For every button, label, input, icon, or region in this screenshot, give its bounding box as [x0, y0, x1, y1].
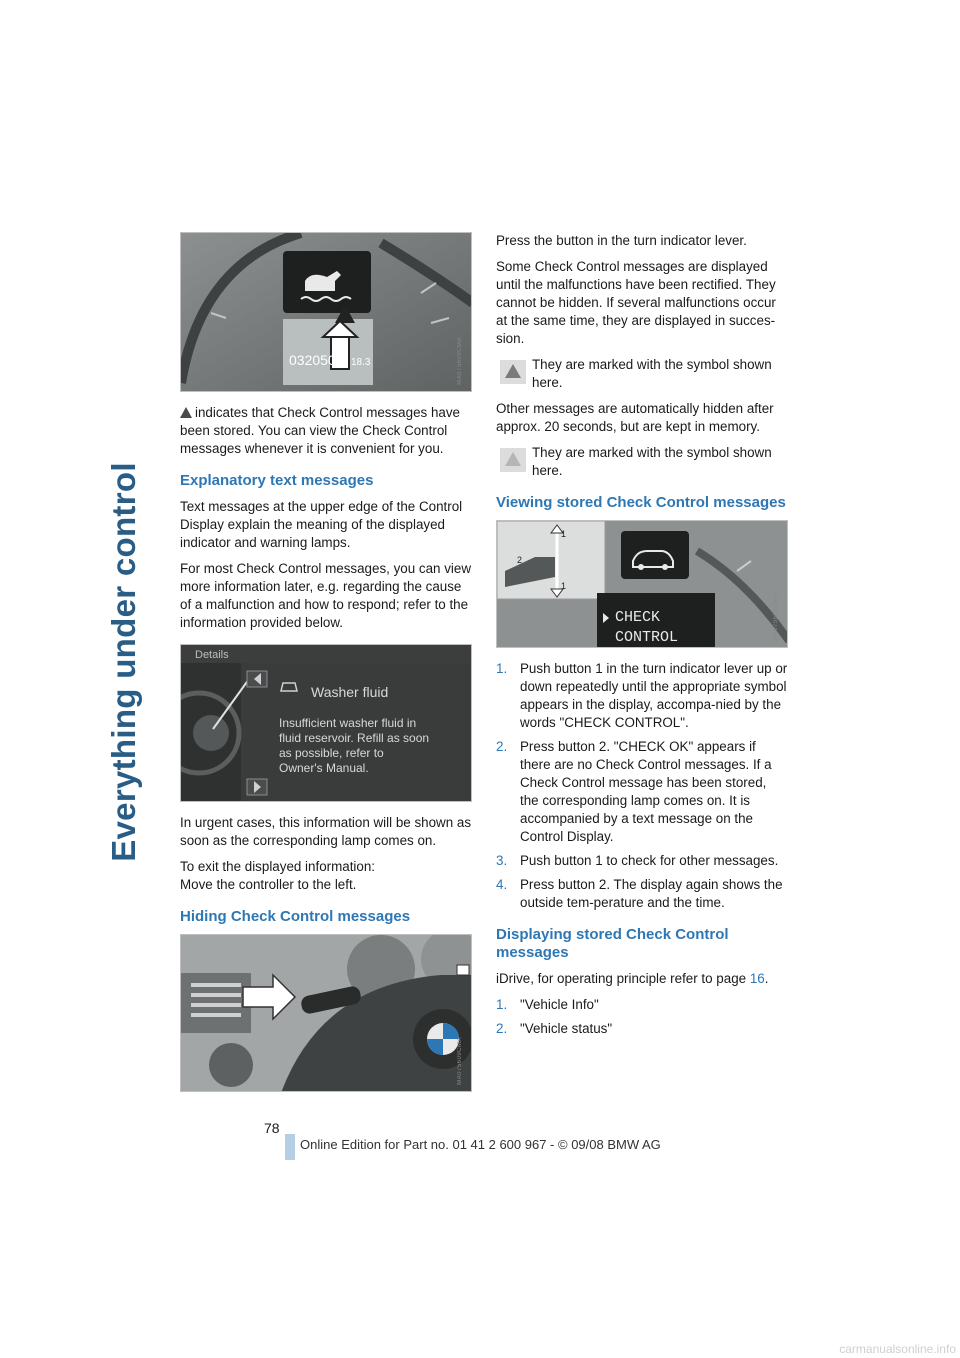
details-label: Details — [195, 649, 229, 661]
warning-symbol-icon — [500, 360, 526, 384]
list-item: 2. Press button 2. "CHECK OK" appears if there are no Check Control messages. If a Check Control message has been stored, the corresponding lamp comes on. It is accompanied by a text message on the Control Display. — [496, 739, 772, 844]
list-item: 1. Push button 1 in the turn indicator lever up or down repeatedly until the appropriate symbol appears in the display, accompa-nied by the words "CHECK CONTROL". — [496, 661, 788, 730]
instrument-cluster-illustration — [181, 233, 472, 392]
figure-code: MA075609CMA — [457, 337, 463, 385]
turn-indicator-illustration — [181, 935, 472, 1092]
svg-text:Insufficient washer fluid in: Insufficient washer fluid in — [279, 716, 417, 730]
figure-code: MA075609CMA — [773, 593, 779, 641]
steps-list — [496, 660, 788, 912]
heading-hiding: Hiding Check Control messages — [180, 908, 411, 925]
footer-accent-bar — [285, 1134, 295, 1160]
heading-viewing: Viewing stored Check Control messages — [496, 494, 786, 511]
chapter-side-title: Everything under control — [105, 462, 142, 862]
list-item: 4. Press button 2. The display again shows the outside tem-perature and the time. — [496, 877, 783, 910]
right-column — [496, 232, 788, 1046]
paragraph-idrive: iDrive, for operating principle refer to page 16. — [496, 971, 769, 986]
note-persistent-symbol: They are marked with the symbol shown here. — [496, 356, 788, 392]
figure-turn-indicator-lever — [180, 934, 472, 1092]
warning-triangle-icon — [180, 407, 192, 418]
paragraph-press-button: Press the button in the turn indicator lever. — [496, 233, 747, 248]
check-text: CHECK — [615, 609, 661, 626]
note-hidden-symbol: They are marked with the symbol shown here. — [496, 444, 788, 480]
list-item: 3. Push button 1 to check for other messages. — [496, 853, 779, 868]
heading-explanatory-text: Explanatory text messages — [180, 472, 374, 489]
paragraph-some-messages: Some Check Control messages are displayed until the malfunctions have been rectified. They cannot be hidden. If several malfunctions occur at the same time, they are displayed in succes-sion. — [496, 259, 776, 346]
list-item: 2. "Vehicle status" — [496, 1021, 613, 1036]
info-symbol-icon — [500, 448, 526, 472]
footer-edition-text: Online Edition for Part no. 01 41 2 600 967 - © 09/08 BMW AG — [300, 1137, 661, 1152]
paragraph-urgent: In urgent cases, this information will be shown as soon as the corresponding lamp comes on. — [180, 815, 472, 848]
paragraph-exit: To exit the displayed information: Move the controller to the left. — [180, 859, 376, 892]
svg-text:Owner's Manual.: Owner's Manual. — [279, 761, 369, 775]
control-display-illustration — [181, 645, 472, 802]
paragraph-other-messages: Other messages are automatically hidden after approx. 20 seconds, but are kept in memory. — [496, 401, 774, 434]
control-text: CONTROL — [615, 629, 679, 646]
watermark: carmanualsonline.info — [839, 1342, 956, 1356]
check-control-illustration — [497, 521, 788, 648]
heading-displaying: Displaying stored Check Control messages — [496, 926, 729, 961]
left-column — [180, 232, 472, 1104]
figure-instrument-cluster — [180, 232, 472, 392]
callout-label-2: 2 — [517, 555, 523, 565]
list-item: 1. "Vehicle Info" — [496, 997, 599, 1012]
paragraph-explanatory-1: Text messages at the upper edge of the Control Display explain the meaning of the displayed indicator and warning lamps. — [180, 499, 463, 550]
stored-messages-paragraph: indicates that Check Control messages have been stored. You can view the Check Control messages whenever it is convenient for you. — [180, 405, 460, 456]
svg-text:as possible, refer to: as possible, refer to — [279, 746, 384, 760]
callout-label-1-bottom: 1 — [561, 581, 567, 591]
figure-check-control-display — [496, 520, 788, 648]
odometer-text: 032050 — [289, 352, 336, 368]
figure-code: MA075609CMA — [457, 1037, 463, 1085]
paragraph-explanatory-2: For most Check Control messages, you can view more information later, e.g. regarding the cause of a malfunction and how to respond; refer to the information provided below. — [180, 561, 471, 630]
callout-label-1: 1 — [561, 529, 567, 539]
washer-fluid-title: Washer fluid — [311, 684, 389, 700]
svg-text:fluid reservoir. Refill as soo: fluid reservoir. Refill as soon — [279, 731, 430, 745]
figure-control-display — [180, 644, 472, 802]
page-number: 78 — [264, 1120, 280, 1136]
odometer-extra-text: 18.3 — [351, 357, 371, 368]
page-link[interactable]: 16 — [749, 971, 765, 986]
menu-list — [496, 996, 788, 1038]
